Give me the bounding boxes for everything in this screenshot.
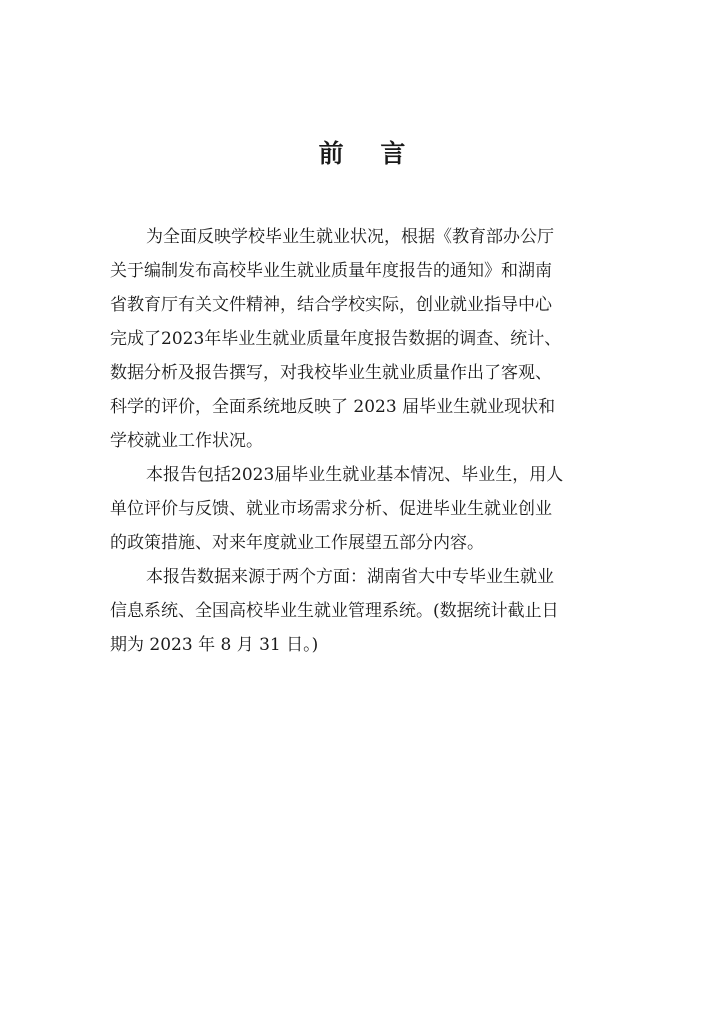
paragraph-3 xyxy=(110,560,615,662)
text-line: 本报告数据来源于两个方面：湖南省大中专毕业生就业 xyxy=(146,567,554,587)
text-line: 关于编制发布高校毕业生就业质量年度报告的通知》和湖南 xyxy=(110,261,552,281)
text-line: 的政策措施、对来年度就业工作展望五部分内容。 xyxy=(110,533,484,553)
text-line: 为全面反映学校毕业生就业状况，根据《教育部办公厅 xyxy=(146,227,554,247)
text-line: 信息系统、全国高校毕业生就业管理系统。(数据统计截止日 xyxy=(110,601,559,621)
paragraph-1 xyxy=(110,220,615,458)
text-line: 期为 2023 年 8 月 31 日。) xyxy=(110,635,319,655)
text-line: 数据分析及报告撰写，对我校毕业生就业质量作出了客观、 xyxy=(110,363,552,383)
page-title: 前 言 xyxy=(318,139,420,168)
text-line: 省教育厅有关文件精神，结合学校实际，创业就业指导中心 xyxy=(110,295,552,315)
text-line: 单位评价与反馈、就业市场需求分析、促进毕业生就业创业 xyxy=(110,499,552,519)
text-line: 完成了2023年毕业生就业质量年度报告数据的调查、统计、 xyxy=(110,329,562,349)
paragraph-2 xyxy=(110,458,615,560)
preface-body xyxy=(110,220,615,662)
text-line: 科学的评价，全面系统地反映了 2023 届毕业生就业现状和 xyxy=(110,397,556,417)
text-line: 本报告包括2023届毕业生就业基本情况、毕业生，用人 xyxy=(146,465,564,485)
text-line: 学校就业工作状况。 xyxy=(110,431,263,451)
